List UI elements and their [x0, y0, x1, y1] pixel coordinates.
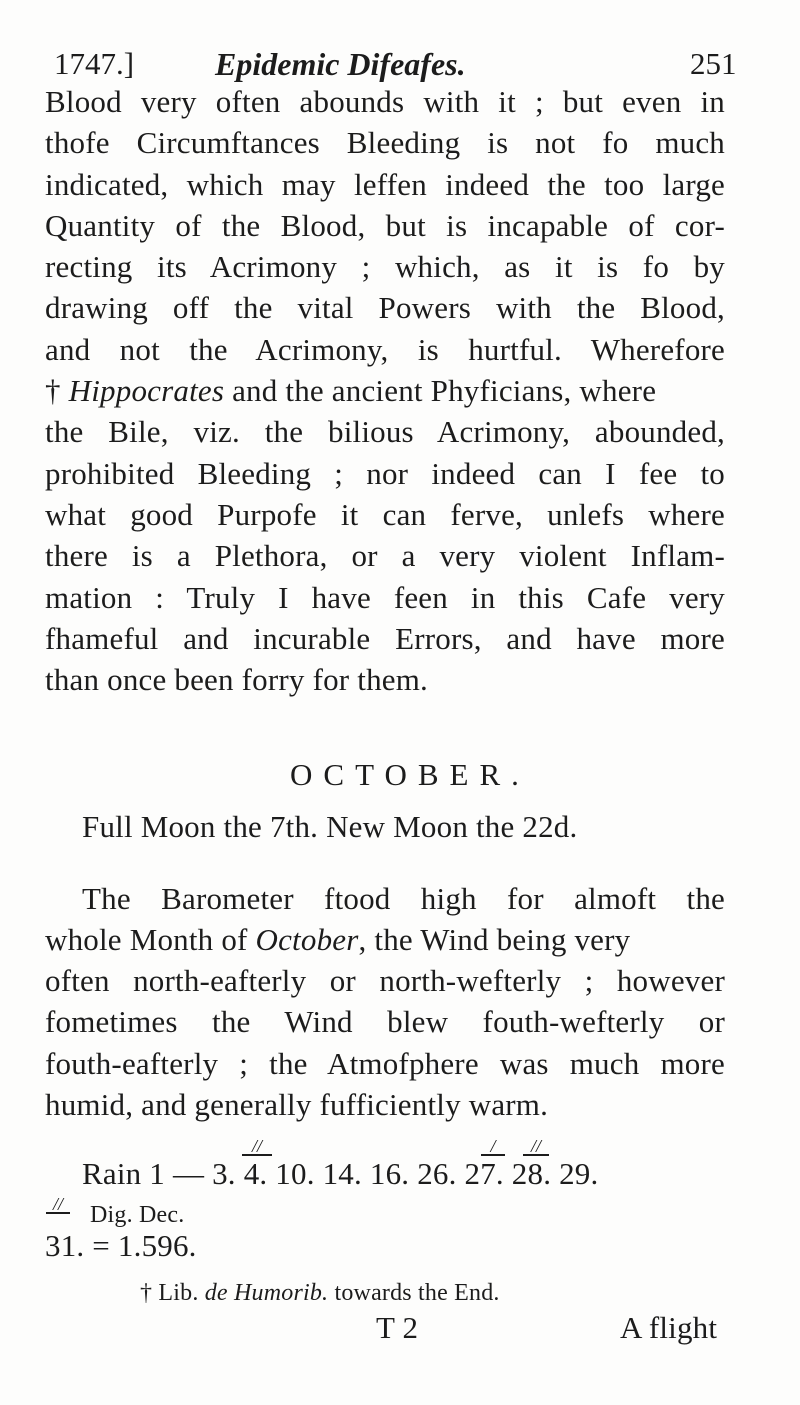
catchword: A flight [620, 1310, 718, 1345]
text-line: thofe Circumftances Bleeding is not fo much [45, 125, 725, 160]
october-word: October [255, 922, 359, 957]
text-line: often north-eafterly or north-wefterly ; however [45, 963, 725, 998]
moon-phases-line: Full Moon the 7th. New Moon the 22d. [82, 809, 578, 844]
signature-mark: T 2 [376, 1310, 419, 1345]
text-line: recting its Acrimony ; which, as it is fo by [45, 249, 725, 284]
text-line: the Bile, viz. the bilious Acrimony, abounded, [45, 414, 725, 449]
text-line: and not the Acrimony, is hurtful. Wherefore [45, 332, 725, 367]
text-line: fhameful and incurable Errors, and have more [45, 621, 725, 656]
text-line: prohibited Bleeding ; nor indeed can I fee to [45, 456, 725, 491]
rain-days-line: Rain 1 — 3. 4. 10. 14. 16. 26. 27. 28. 29. [82, 1156, 599, 1191]
footnote-title: de Humorib. [204, 1280, 329, 1306]
header-year: 1747.] [54, 46, 135, 81]
text-segment: , the Wind being very [358, 922, 631, 957]
text-line: drawing off the vital Powers with the Blood, [45, 290, 725, 325]
month-heading: OCTOBER. [290, 757, 530, 792]
text-line: indicated, which may leffen indeed the too large [45, 167, 725, 202]
text-line: mation : Truly I have feen in this Cafe very [45, 580, 725, 615]
hippocrates-name: Hippocrates [68, 373, 225, 408]
text-segment: Lib. [152, 1280, 205, 1306]
text-segment: and the ancient Phyficians, where [224, 373, 657, 408]
rain-mark: // [46, 1196, 70, 1214]
text-line: fometimes the Wind blew fouth-wefterly or [45, 1004, 725, 1039]
text-line: The Barometer ftood high for almoft the [82, 881, 725, 916]
rain-mark: // [242, 1138, 272, 1156]
text-line-october [45, 922, 725, 958]
page-number: 251 [690, 46, 737, 81]
text-line-hippocrates [45, 373, 725, 409]
text-line: Quantity of the Blood, but is incapable of cor- [45, 208, 725, 243]
rain-mark: / [481, 1138, 505, 1156]
text-segment: whole Month of [45, 922, 256, 957]
text-line: than once been forry for them. [45, 662, 429, 697]
rain-total-line: 31. = 1.596. [45, 1228, 197, 1263]
running-title: Epidemic Difeafes. [215, 46, 466, 82]
digits-decimals-label: Dig. Dec. [90, 1202, 185, 1228]
text-line: there is a Plethora, or a very violent Inflam- [45, 538, 725, 573]
dagger-mark: † [45, 373, 61, 408]
rain-mark: // [523, 1138, 549, 1156]
text-segment: towards the End. [328, 1280, 500, 1306]
footnote [140, 1275, 800, 1311]
text-line: humid, and generally fufficiently warm. [45, 1087, 549, 1122]
text-line: fouth-eafterly ; the Atmofphere was much more [45, 1046, 725, 1081]
dagger-mark: † [140, 1280, 153, 1306]
text-line: what good Purpofe it can ferve, unlefs where [45, 497, 725, 532]
text-line: Blood very often abounds with it ; but even in [45, 84, 725, 119]
